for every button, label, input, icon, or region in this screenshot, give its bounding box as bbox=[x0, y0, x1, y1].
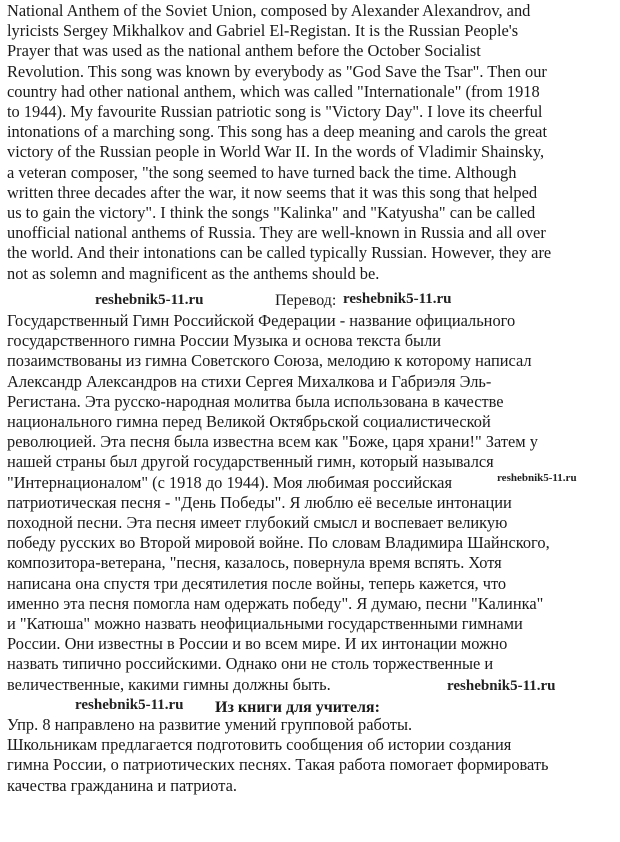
watermark: reshebnik5-11.ru bbox=[343, 291, 452, 307]
watermark: reshebnik5-11.ru bbox=[95, 292, 204, 308]
watermark: reshebnik5-11.ru bbox=[75, 697, 184, 713]
russian-translation-paragraph: Государственный Гимн Российской Федерации - название официального государственного гимна России Музыка и основа текста были позаимствованы из гимна Советского Союза, мелодию к которому написал Александр Александров на стихи Сергея Михалкова и Габриэля Эль- Регистана. Эта русско-народная молитва была использована в качестве национального гимна перед Великой Октябрьской социалистической революцией. Эта песня была известна всем как "Боже, царя храни!" Затем у нашей страны был другой государственный гимн, который назывался "Интернационалом" (с 1918 до 1944). Моя любимая российская патриотическая песня - "День Победы". Я люблю её веселые интонации походной песни. Эта песня имеет глубокий смысл и воспевает великую победу русских во Второй мировой войне. По словам Владимира Шайнского, композитора-ветерана, "песня, казалось, повернула время вспять. Хотя написана она спустя три десятилетия после войны, теперь кажется, что именно эта песня помогла нам одержать победу". Я думаю, песни "Калинка" и "Катюша" можно назвать неофициальными государственными гимнами России. Они известны в России и во всем мире. И их интонации можно назвать типично российскими. Однако они не столь торжественные и величественные, какими гимны должны быть. bbox=[7, 311, 550, 694]
translation-label: Перевод: bbox=[275, 292, 337, 309]
teacher-book-heading: Из книги для учителя: bbox=[215, 699, 380, 716]
english-paragraph: National Anthem of the Soviet Union, composed by Alexander Alexandrov, and lyricists Sergey Mikhalkov and Gabriel El-Registan. It is the Russian People's Prayer that was used as the national anthem before the October Socialist Revolution. This song was known by everybody as "God Save the Tsar". Then our country had other national anthem, which was called "Internationale" (from 1918 to 1944). My favourite Russian patriotic song is "Victory Day". I love its cheerful intonations of a marching song. This song has a deep meaning and carols the great victory of the Russian people in World War II. In the words of Vladimir Shainsky, a veteran composer, "the song seemed to have turned back the time. Although written three decades after the war, it now seems that it was this song that helped us to gain the victory". I think the songs "Kalinka" and "Katyusha" can be called unofficial national anthems of Russia. They are well-known in Russia and all over the world. And their intonations can be called typically Russian. However, they are not as solemn and magnificent as the anthems should be. bbox=[7, 1, 552, 283]
watermark: reshebnik5-11.ru bbox=[497, 472, 577, 484]
watermark: reshebnik5-11.ru bbox=[447, 678, 556, 694]
teacher-note-paragraph: Упр. 8 направлено на развитие умений групповой работы. Школьникам предлагается подготовить сообщения об истории создания гимна России, о патриотических песнях. Такая работа помогает формировать качества гражданина и патриота. bbox=[7, 715, 549, 795]
